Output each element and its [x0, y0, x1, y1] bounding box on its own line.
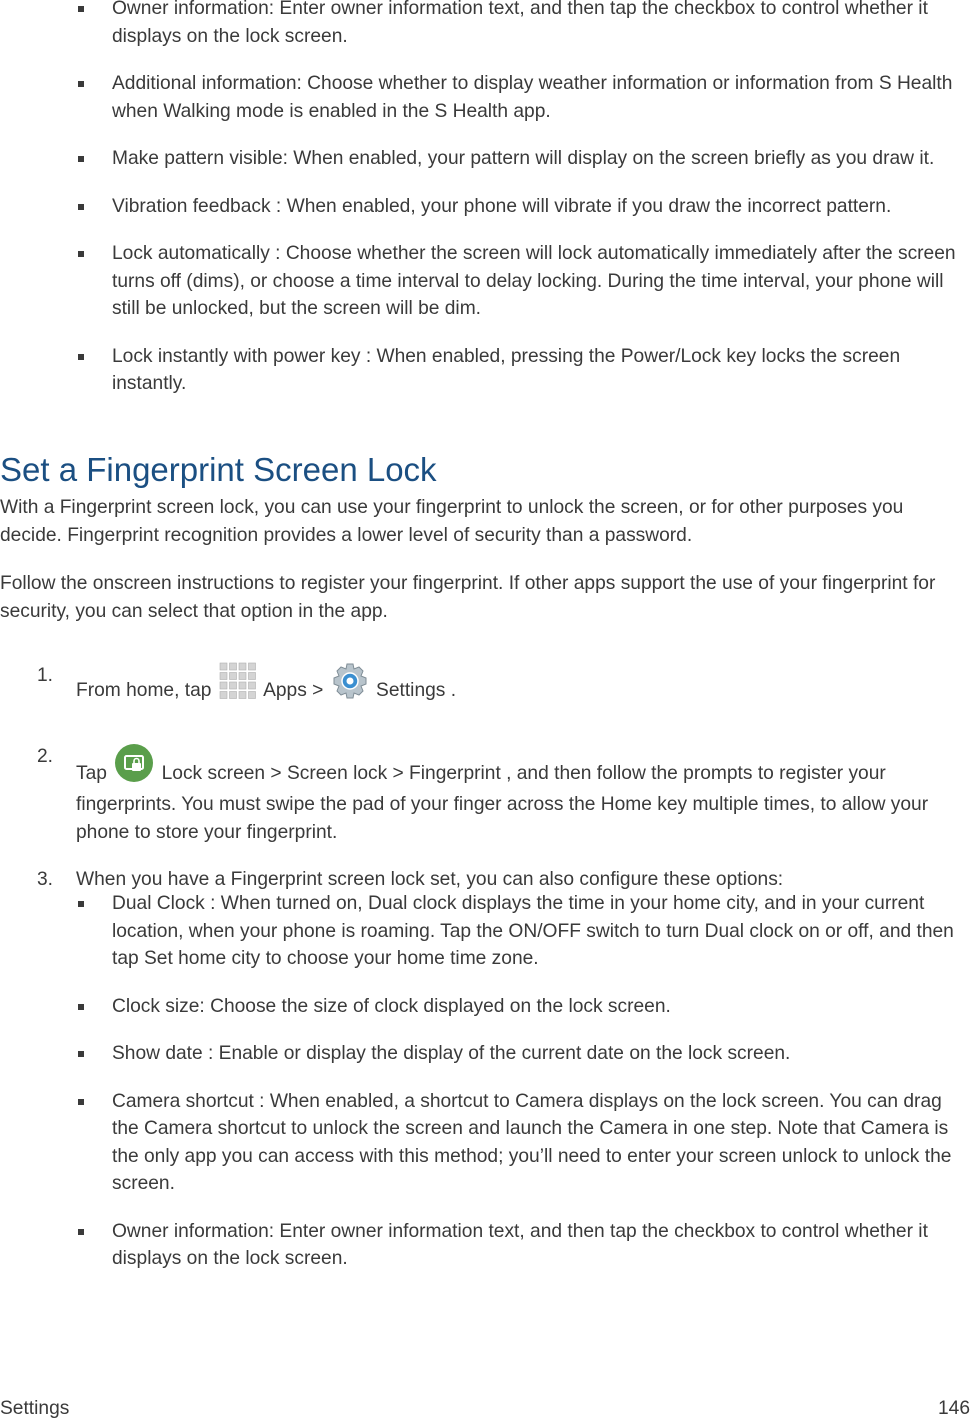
- list-item: Vibration feedback : When enabled, your phone will vibrate if you draw the incorrect pattern.: [0, 193, 974, 221]
- bullet-square-icon: [78, 6, 84, 12]
- list-item: Make pattern visible: When enabled, your pattern will display on the screen briefly as you draw it.: [0, 145, 974, 173]
- bullet-square-icon: [78, 204, 84, 210]
- lock-screen-icon: [114, 743, 154, 792]
- intro-paragraph: With a Fingerprint screen lock, you can use your fingerprint to unlock the screen, or for other purposes you decide. Fingerprint recognition provides a lower level of security than a password.: [0, 497, 904, 546]
- step-number: 1.: [37, 665, 54, 686]
- bullet-square-icon: [78, 1004, 84, 1010]
- bullet-square-icon: [78, 1099, 84, 1105]
- step-1: [0, 662, 974, 709]
- step-2: [0, 743, 974, 847]
- steps-list: [0, 662, 974, 894]
- step-number: 2.: [37, 745, 54, 767]
- bullet-square-icon: [78, 251, 84, 257]
- list-item: Lock automatically : Choose whether the screen will lock automatically immediately after the screen turns off (dims), or choose a time interval to delay locking. During the time interval, your phone will still be unlocked, but the screen will be dim.: [0, 240, 974, 323]
- step-text: From home, tap: [76, 680, 212, 701]
- step-text: When you have a Fingerprint screen lock set, you can also configure these options:: [76, 869, 784, 890]
- list-item: Owner information: Enter owner information text, and then tap the checkbox to control whether it displays on the lock screen.: [0, 1218, 974, 1273]
- bullet-square-icon: [78, 901, 84, 907]
- apps-grid-icon: [219, 662, 257, 709]
- intro-paragraph: Follow the onscreen instructions to register your fingerprint. If other apps support the use of your fingerprint for security, you can select that option in the app.: [0, 573, 936, 622]
- list-item: Clock size: Choose the size of clock displayed on the lock screen.: [0, 993, 974, 1021]
- settings-label: Settings .: [376, 680, 457, 701]
- apps-label: Apps: [263, 680, 307, 701]
- list-item: Lock instantly with power key : When enabled, pressing the Power/Lock key locks the screen instantly.: [0, 343, 974, 398]
- footer-section-name: Settings: [0, 1398, 70, 1419]
- section-title: Set a Fingerprint Screen Lock: [0, 451, 437, 488]
- list-item: Owner information: Enter owner information text, and then tap the checkbox to control whether it displays on the lock screen.: [0, 0, 974, 50]
- bullet-square-icon: [78, 354, 84, 360]
- list-item: Additional information: Choose whether to display weather information or information from S Health when Walking mode is enabled in the S Health app.: [0, 70, 974, 125]
- bullet-square-icon: [78, 1051, 84, 1057]
- step-text: Lock screen > Screen lock > Fingerprint , and then follow the prompts to register your fingerprints. You must swipe the pad of your finger across the Home key multiple times, to allow your phone to store your fingerprint.: [76, 762, 929, 843]
- step-text: Tap: [76, 762, 107, 784]
- list-item: Dual Clock : When turned on, Dual clock displays the time in your home city, and in your current location, when your phone is roaming. Tap the ON/OFF switch to turn Dual clock on or off, and then tap Set home city to choose your home time zone.: [0, 890, 974, 973]
- settings-gear-icon: [331, 662, 369, 709]
- bullet-square-icon: [78, 1229, 84, 1235]
- page-number: 146: [937, 1398, 970, 1419]
- separator: >: [312, 680, 324, 701]
- list-item: Camera shortcut : When enabled, a shortcut to Camera displays on the lock screen. You can drag the Camera shortcut to unlock the screen and launch the Camera in one step. Note that Camera is the only app you can access with this method; you’ll need to enter your screen unlock to unlock the screen.: [0, 1088, 974, 1198]
- bullet-square-icon: [78, 81, 84, 87]
- list-item: Show date : Enable or display the display of the current date on the lock screen.: [0, 1040, 974, 1068]
- step-number: 3.: [37, 869, 54, 890]
- fingerprint-options-list: [0, 890, 974, 1293]
- lock-screen-options-list: [0, 0, 974, 418]
- bullet-square-icon: [78, 156, 84, 162]
